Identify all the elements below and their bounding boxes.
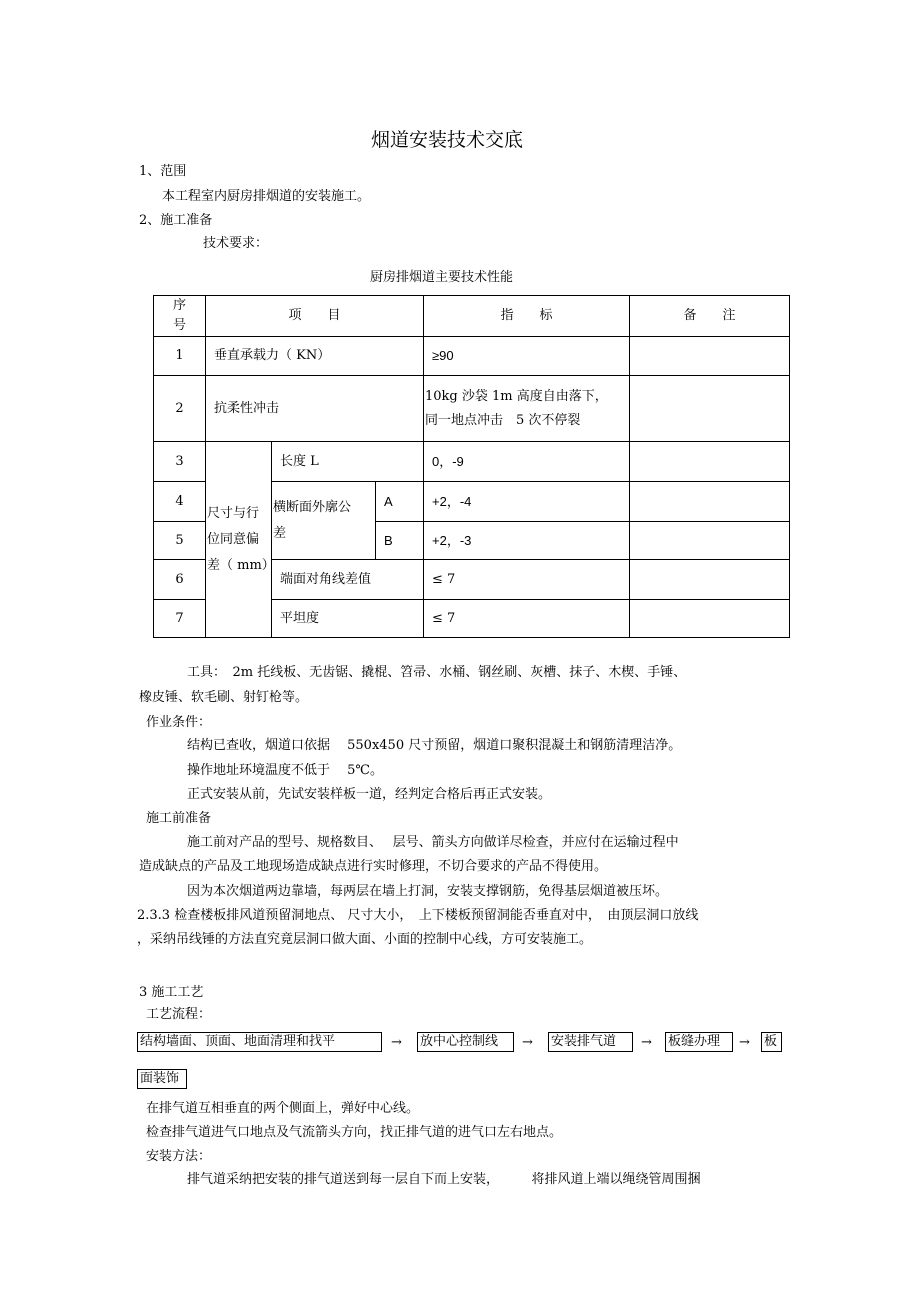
row-value: ≤ 7 [424,600,630,638]
row-value: +2，-3 [424,522,630,560]
pre-construction-1: 施工前对产品的型号、规格数目、 层号、箭头方向做详尽检查，并应付在运输过程中 [187,835,679,850]
flow-step-cleanup: 结构墙面、顶面、地面清理和找平 [137,1032,382,1052]
process-flow-label: 工艺流程： [146,1007,212,1022]
row-note [630,600,790,638]
header-note: 备 注 [630,296,790,337]
flow-step-install: 安装排气道 [548,1032,633,1052]
row-item: 平坦度 [272,600,424,638]
spec-table [153,295,790,638]
table-row [154,337,790,376]
section-1-body: 本工程室内厨房排烟道的安装施工。 [162,189,371,204]
row-value: ≥90 [424,337,630,376]
flow-arrow-icon: → [391,1035,402,1050]
row-number: 3 [154,442,206,482]
process-line-b: 检查排气道进气口地点及气流箭头方向，找正排气道的进气口左右地点。 [146,1125,563,1140]
group-label: 尺寸与行 位同意偏 差（ mm） [206,442,272,638]
install-method-heading: 安装方法： [146,1149,212,1164]
tools-line-1: 工具： 2m 托线板、无齿锯、撬棍、笤帚、水桶、钢丝刷、灰槽、抹子、木楔、手锤、 [187,665,687,680]
work-condition-2: 操作地址环境温度不低于 5℃。 [187,763,383,778]
tech-requirements-label: 技术要求： [203,236,269,251]
row-sub-item: B [376,522,424,560]
table-header-row [154,296,790,337]
flow-step-finish-part1: 板 [761,1032,782,1052]
clause-2-3-3-line-2: ，采纳吊线锤的方法直究竟层洞口做大面、小面的控制中心线，方可安装施工。 [137,932,593,947]
pre-construction-heading: 施工前准备 [146,811,212,826]
pre-construction-3: 因为本次烟道两边靠墙，每两层在墙上打洞，安装支撑钢筋，免得基层烟道被压坏。 [187,884,669,899]
row-note [630,376,790,442]
flow-step-finish-part2: 面装饰 [137,1069,187,1089]
row-value: +2，-4 [424,482,630,522]
row-sub-item: A [376,482,424,522]
row-note [630,560,790,600]
row-item: 垂直承载力（ KN） [206,337,424,376]
section-2-heading: 2、施工准备 [139,213,213,228]
row-note [630,442,790,482]
flow-step-joint: 板缝办理 [665,1032,733,1052]
work-conditions-heading: 作业条件： [146,715,212,730]
table-row [154,376,790,442]
row-number: 2 [154,376,206,442]
flow-step-centerline: 放中心控制线 [417,1032,514,1052]
process-line-a: 在排气道互相垂直的两个侧面上，弹好中心线。 [146,1101,420,1116]
row-note [630,337,790,376]
row-note [630,522,790,560]
row-value: ≤ 7 [424,560,630,600]
row-number: 5 [154,522,206,560]
row-number: 7 [154,600,206,638]
table-row [154,442,790,482]
row-number: 1 [154,337,206,376]
tools-line-2: 橡皮锤、软毛刷、射钉枪等。 [139,690,309,705]
sub-group-label: 横断面外廓公 差 [272,482,376,560]
row-value: 0，-9 [424,442,630,482]
row-number: 6 [154,560,206,600]
row-note [630,482,790,522]
flow-arrow-icon: → [739,1035,750,1050]
pre-construction-2: 造成缺点的产品及工地现场造成缺点进行实时修理，不切合要求的产品不得使用。 [139,859,608,874]
flow-arrow-icon: → [522,1035,533,1050]
row-item: 端面对角线差值 [272,560,424,600]
table-caption: 厨房排烟道主要技术性能 [370,270,514,285]
header-seq: 序 号 [154,296,206,337]
work-condition-1: 结构已查收，烟道口依据 550x450 尺寸预留，烟道口聚积混凝土和钢筋清理洁净。 [187,738,682,753]
header-index: 指 标 [424,296,630,337]
section-1-heading: 1、范围 [139,164,187,179]
flow-arrow-icon: → [641,1035,652,1050]
clause-2-3-3-line-1: 2.3.3 检查楼板排风道预留洞地点、 尺寸大小， 上下楼板预留洞能否垂直对中， 由顶层洞口放线 [137,908,699,923]
work-condition-3: 正式安装从前，先试安装样板一道，经判定合格后再正式安装。 [187,787,552,802]
install-method-1: 排气道采纳把安装的排气道送到每一层自下而上安装， 将排风道上端以绳绕管周围捆 [187,1172,701,1187]
row-value: 10kg 沙袋 1m 高度自由落下， 同一地点冲击 5 次不停裂 [424,376,630,442]
row-item: 抗柔性冲击 [206,376,424,442]
section-3-heading: 3 施工工艺 [139,985,204,1000]
header-item: 项 目 [206,296,424,337]
row-number: 4 [154,482,206,522]
page-title: 烟道安装技术交底 [371,129,524,151]
row-item: 长度 L [272,442,424,482]
